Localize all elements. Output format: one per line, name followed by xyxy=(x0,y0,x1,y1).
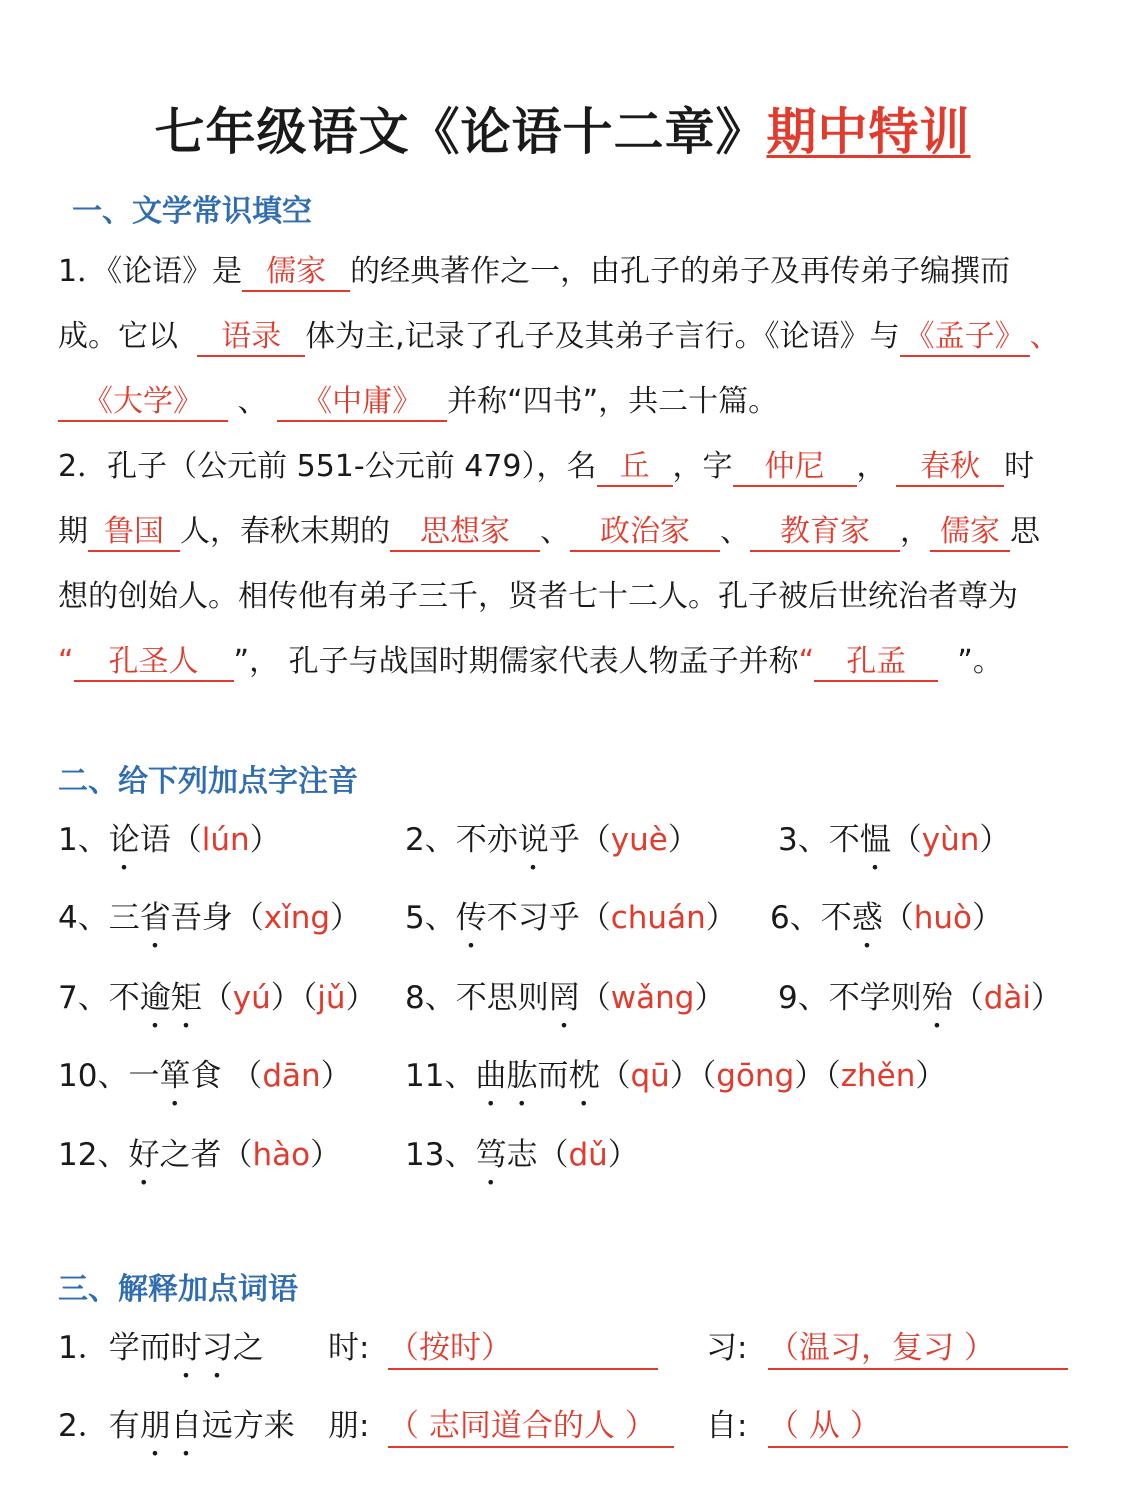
text: 体为主,记录了孔子及其弟子言行。《论语》与 xyxy=(305,319,900,354)
pinyin: xǐng xyxy=(263,900,331,936)
text: 孔子与战国时期儒家代表人物孟子并称 xyxy=(288,644,799,679)
s1-line-7 xyxy=(58,642,1078,682)
text: 1、 xyxy=(58,822,109,858)
text: 远方来 xyxy=(201,1408,295,1444)
text: 8、不思则 xyxy=(405,980,549,1016)
phrase xyxy=(58,1328,264,1385)
text: 。 xyxy=(972,644,1003,679)
s1-line-6 xyxy=(58,577,1078,617)
pinyin: yùn xyxy=(921,822,980,858)
pinyin: zhěn xyxy=(840,1058,916,1094)
answer-blank: 儒家 xyxy=(242,254,350,292)
answer-blank: 孔孟 xyxy=(814,644,938,682)
pinyin: dài xyxy=(983,980,1032,1016)
s1-line-1 xyxy=(58,252,1078,292)
text: “ xyxy=(58,644,74,679)
pinyin: yuè xyxy=(610,822,668,858)
text: 2．有 xyxy=(58,1408,140,1444)
pinyin-item: 2、不亦说乎（yuè） xyxy=(405,822,699,858)
term-label: 朋: xyxy=(328,1408,370,1444)
text: （ 志同道合的人 ） xyxy=(388,1408,656,1444)
dotted-char: 逾矩 xyxy=(139,980,202,1016)
text: 4、三 xyxy=(58,900,140,936)
text: 5、 xyxy=(405,900,456,936)
pinyin: yú xyxy=(232,980,271,1016)
pinyin-item: 9、不学则殆（dài） xyxy=(778,980,1063,1016)
answer-blank: 儒家 xyxy=(930,514,1010,552)
answer-blank: 教育家 xyxy=(750,514,900,552)
text: 之者 xyxy=(159,1137,222,1173)
phrase xyxy=(58,1406,295,1463)
text: 并称“四书”，共二十篇。 xyxy=(447,384,779,419)
text: 9、不学则 xyxy=(778,980,922,1016)
text: （按时） xyxy=(388,1330,512,1366)
text: 3、不 xyxy=(778,822,860,858)
pinyin: gōng xyxy=(716,1058,795,1094)
text: 1．《论语》是 xyxy=(58,254,243,289)
pinyin-item: 3、不愠（yùn） xyxy=(778,822,1011,858)
text: 10、一 xyxy=(58,1058,160,1094)
text: ” xyxy=(957,644,973,679)
term-label: 自: xyxy=(706,1408,748,1444)
dotted-char: 枕 xyxy=(568,1058,600,1094)
pinyin-item: 6、不惑（huò） xyxy=(770,900,1003,936)
dotted-char: 殆 xyxy=(921,980,953,1016)
pinyin-item: 11、曲肱而枕（qū）（gōng）（zhěn） xyxy=(405,1058,947,1094)
text: 食 xyxy=(190,1058,222,1094)
dotted-char: 愠 xyxy=(859,822,891,858)
page-title xyxy=(0,92,1125,164)
dotted-char: 论 xyxy=(108,822,140,858)
term-label: 时: xyxy=(328,1330,370,1366)
answer-blank: 思想家 xyxy=(390,514,540,552)
pinyin: dān xyxy=(262,1058,321,1094)
pinyin-item: 5、传不习乎（chuán） xyxy=(405,900,737,936)
text: ， xyxy=(900,514,930,549)
pinyin: huò xyxy=(913,900,972,936)
pinyin: chuán xyxy=(610,900,706,936)
text: 不习乎 xyxy=(486,900,580,936)
text: 思 xyxy=(1010,514,1040,549)
s1-line-4 xyxy=(58,447,1078,487)
pinyin-item: 10、一箪食 （dān） xyxy=(58,1058,352,1094)
text: 之 xyxy=(232,1330,264,1366)
s1-line-3 xyxy=(58,382,1078,422)
answer-blank: 丘 xyxy=(597,449,673,487)
text: 的经典著作之一，由孔子的弟子及再传弟子编撰而 xyxy=(350,254,1011,289)
dotted-char: 朋自 xyxy=(139,1408,202,1444)
text: 、 xyxy=(1029,319,1060,354)
text: 吾身 xyxy=(170,900,233,936)
pinyin-item: 7、不逾矩（yú）（jǔ） xyxy=(58,980,377,1016)
s1-line-5 xyxy=(58,512,1078,552)
term-label: 习: xyxy=(706,1330,748,1366)
answer-blank xyxy=(768,1328,1068,1370)
dotted-char: 罔 xyxy=(548,980,580,1016)
dotted-char: 时习 xyxy=(170,1330,233,1366)
text: 乎 xyxy=(548,822,580,858)
pinyin: lún xyxy=(201,822,250,858)
answer-blank: 语录 xyxy=(197,319,305,357)
dotted-char: 笃 xyxy=(475,1137,507,1173)
text: 2、不亦 xyxy=(405,822,518,858)
answer-blank: 仲尼 xyxy=(733,449,857,487)
dotted-char: 箪 xyxy=(159,1058,191,1094)
answer-blank: 《中庸》 xyxy=(277,384,447,422)
answer-blank: 春秋 xyxy=(896,449,1004,487)
text: 期 xyxy=(58,514,88,549)
title-accent: 期中特训 xyxy=(766,103,971,161)
dotted-char: 省 xyxy=(139,900,171,936)
pinyin-item: 12、好之者（hào） xyxy=(58,1137,342,1173)
answer-blank xyxy=(388,1328,658,1370)
pinyin-item: 4、三省吾身（xǐng） xyxy=(58,900,362,936)
answer-blank xyxy=(388,1406,674,1448)
answer-blank: 《大学》 xyxy=(58,384,228,422)
answer-blank: 鲁国 xyxy=(88,514,180,552)
text: 1．学而 xyxy=(58,1330,171,1366)
text: ”， xyxy=(233,644,280,679)
section-1-heading: 一、文学常识填空 xyxy=(72,194,312,229)
text: （温习，复习 ） xyxy=(768,1330,995,1366)
pinyin-item: 1、论语（lún） xyxy=(58,822,281,858)
text: ， xyxy=(856,449,887,484)
section-3-heading: 三、解释加点词语 xyxy=(58,1272,298,1307)
pinyin: qū xyxy=(630,1058,670,1094)
section-2-heading: 二、给下列加点字注音 xyxy=(58,764,358,799)
text: 2．孔子（公元前 551-公元前 479），名 xyxy=(58,449,597,484)
text: 、 xyxy=(540,514,570,549)
dotted-char: 好 xyxy=(128,1137,160,1173)
dotted-char: 惑 xyxy=(851,900,883,936)
answer-blank: 《孟子》 xyxy=(900,319,1030,357)
text: 而 xyxy=(537,1058,569,1094)
pinyin-item: 13、笃志（dǔ） xyxy=(405,1137,639,1173)
text: 人，春秋末期的 xyxy=(180,514,390,549)
pinyin: dǔ xyxy=(568,1137,608,1173)
pinyin: wǎng xyxy=(610,980,695,1016)
text: 11、 xyxy=(405,1058,476,1094)
text: 语 xyxy=(139,822,171,858)
text: 、 xyxy=(720,514,750,549)
text: 6、不 xyxy=(770,900,852,936)
answer-blank xyxy=(768,1406,1068,1448)
s1-line-2 xyxy=(58,317,1078,357)
pinyin: jǔ xyxy=(317,980,346,1016)
pinyin-item: 8、不思则罔（wǎng） xyxy=(405,980,726,1016)
text: 时 xyxy=(1004,449,1035,484)
text: 、 xyxy=(237,384,268,419)
text: 成。它以 xyxy=(58,319,178,354)
answer-blank: 政治家 xyxy=(570,514,720,552)
text: 12、 xyxy=(58,1137,129,1173)
text: 志 xyxy=(506,1137,538,1173)
answer-blank: 孔圣人 xyxy=(74,644,234,682)
pinyin: hào xyxy=(252,1137,311,1173)
dotted-char: 曲肱 xyxy=(475,1058,538,1094)
text: 13、 xyxy=(405,1137,476,1173)
dotted-char: 传 xyxy=(455,900,487,936)
text: 想的创始人。相传他有弟子三千，贤者七十二人。孔子被后世统治者尊为 xyxy=(58,579,1018,614)
dotted-char: 说 xyxy=(517,822,549,858)
text: （ 从 ） xyxy=(768,1408,881,1444)
title-main: 七年级语文《论语十二章》 xyxy=(154,103,767,161)
text: 7、不 xyxy=(58,980,140,1016)
text: ，字 xyxy=(672,449,733,484)
text: “ xyxy=(798,644,815,679)
